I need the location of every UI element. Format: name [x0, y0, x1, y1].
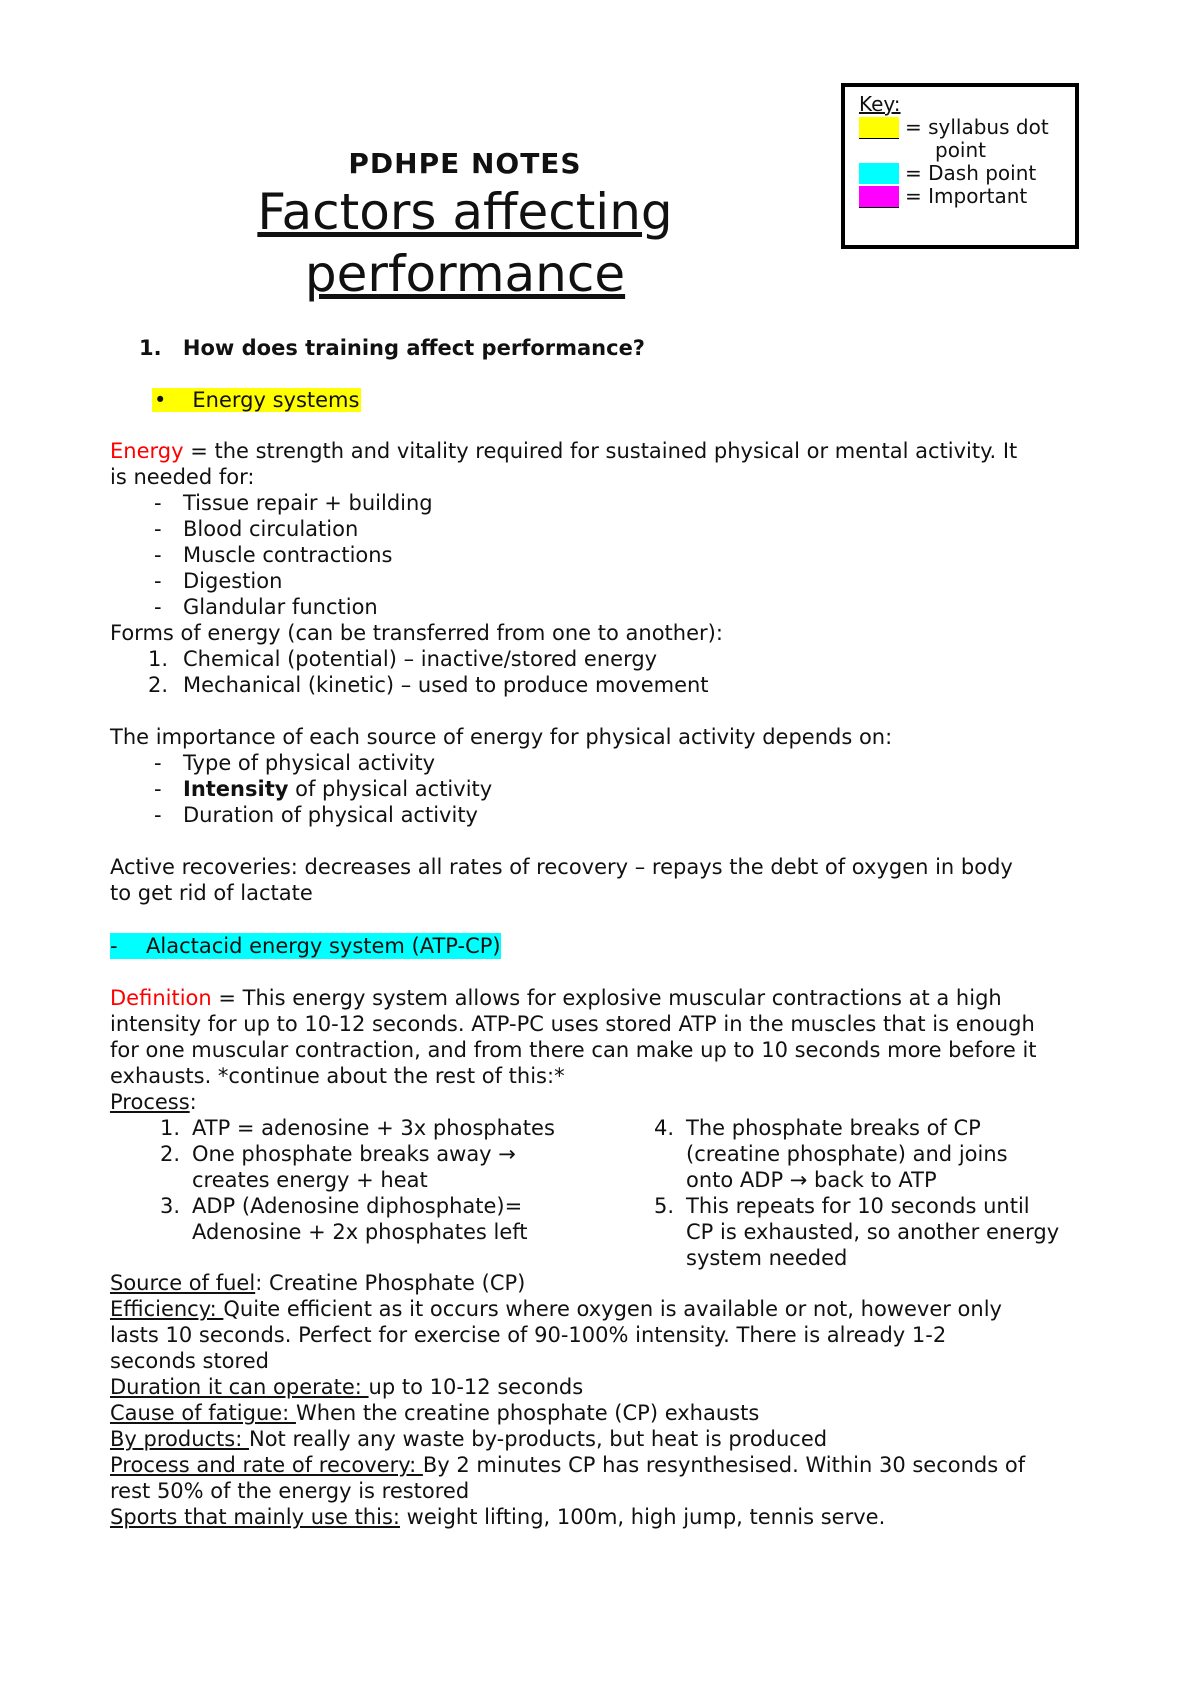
- key-item-dash: [859, 162, 1075, 185]
- by-products-label: By products:: [110, 1427, 249, 1451]
- key-label: = Important: [905, 184, 1028, 208]
- key-heading: Key:: [859, 92, 901, 116]
- magenta-swatch: [859, 186, 899, 208]
- energy-definition-line: is needed for:: [110, 465, 255, 489]
- sports-label: Sports that mainly use this:: [110, 1505, 400, 1529]
- document-header: [230, 147, 700, 305]
- duration-label: Duration it can operate:: [110, 1375, 369, 1399]
- cyan-swatch: [859, 163, 899, 184]
- key-item-important: [859, 185, 1075, 208]
- list-item: - Digestion: [154, 569, 283, 593]
- key-item-syllabus: [859, 116, 1075, 139]
- efficiency-label: Efficiency:: [110, 1297, 224, 1321]
- yellow-swatch: [859, 117, 899, 139]
- list-item: 4. The phosphate breaks of CP (creatine phosphate) and joins onto ADP → back to ATP: [653, 1116, 1008, 1192]
- list-item: 3. ADP (Adenosine diphosphate)= Adenosine + 2x phosphates left: [159, 1194, 528, 1244]
- key-label-cont: point: [935, 138, 987, 162]
- list-item: - Tissue repair + building: [154, 491, 433, 515]
- active-recovery-line: Active recoveries: decreases all rates of recovery – repays the debt of oxygen in body: [110, 855, 1013, 879]
- definition-term: Definition: [110, 986, 212, 1010]
- definition-section: Definition = This energy system allows for explosive muscular contractions at a high intensity for up to 10-12 seconds. ATP-PC uses stored ATP in the muscles that is enough for one muscular contraction, and from there can make up to 10 seconds more before it exhausts. *continue about the rest of this:* Process:: [110, 986, 1037, 1114]
- process-steps-right: [638, 1115, 1138, 1271]
- fatigue-label: Cause of fatigue:: [110, 1401, 296, 1425]
- fuel-label: Source of fuel: [110, 1271, 256, 1295]
- list-item: 1. Chemical (potential) – inactive/stored energy: [148, 647, 658, 671]
- list-item: - Intensity of physical activity: [154, 777, 493, 801]
- dash-point: - Alactacid energy system (ATP-CP): [110, 934, 501, 958]
- list-item: 5. This repeats for 10 seconds until CP is exhausted, so another energy system needed: [653, 1194, 1060, 1270]
- bullet-icon: •: [154, 388, 167, 412]
- list-item: 2. Mechanical (kinetic) – used to produce movement: [148, 673, 709, 697]
- list-item: - Muscle contractions: [154, 543, 393, 567]
- notes-heading: PDHPE NOTES: [348, 147, 582, 180]
- energy-section: [110, 438, 1110, 906]
- list-item: 2. One phosphate breaks away → creates energy + heat: [159, 1142, 516, 1192]
- recovery-label: Process and rate of recovery:: [110, 1453, 423, 1477]
- energy-definition-line: Energy = the strength and vitality required for sustained physical or mental activity. It: [110, 439, 1018, 463]
- process-label: Process: [110, 1090, 190, 1114]
- list-item: 1. ATP = adenosine + 3x phosphates: [159, 1116, 555, 1140]
- list-item: - Duration of physical activity: [154, 803, 478, 827]
- list-item: - Glandular function: [154, 595, 378, 619]
- list-item: - Blood circulation: [154, 517, 359, 541]
- question-number: 1.: [139, 336, 162, 360]
- importance-intro: The importance of each source of energy for physical activity depends on:: [110, 725, 893, 749]
- title-line-2: performance: [304, 245, 626, 303]
- dash-point-text: Alactacid energy system (ATP-CP): [146, 934, 501, 958]
- key-legend: [841, 83, 1079, 249]
- forms-intro: Forms of energy (can be transferred from one to another):: [110, 621, 723, 645]
- syllabus-dot-point: [152, 387, 361, 413]
- energy-term: Energy: [110, 439, 184, 463]
- key-label: = Dash point: [905, 161, 1037, 185]
- process-steps-left: [144, 1115, 624, 1245]
- dot-point-text: Energy systems: [192, 388, 360, 412]
- key-label: = syllabus dot: [905, 115, 1049, 139]
- list-item: - Type of physical activity: [154, 751, 435, 775]
- title-line-1: Factors affecting: [257, 183, 673, 241]
- question-heading: [139, 335, 645, 361]
- details-section: Source of fuel: Creatine Phosphate (CP) Efficiency: Quite efficient as it occurs where oxygen is available or not, however only lasts 10 seconds. Perfect for exercise of 90-100% intensity. There is already 1-2 seconds stored Duration it can operate: up to 10-12 seconds Cause of fatigue: When the creatine phosphate (CP) exhausts By products: Not really any waste by-products, but heat is produced Process and rate of recovery: By 2 minutes CP has resynthesised. Within 30 seconds of rest 50% of the energy is restored Sports that mainly use this: weight lifting, 100m, high jump, tennis serve.: [110, 1271, 1026, 1529]
- active-recovery-line: to get rid of lactate: [110, 881, 313, 905]
- question-text: How does training affect performance?: [182, 336, 645, 360]
